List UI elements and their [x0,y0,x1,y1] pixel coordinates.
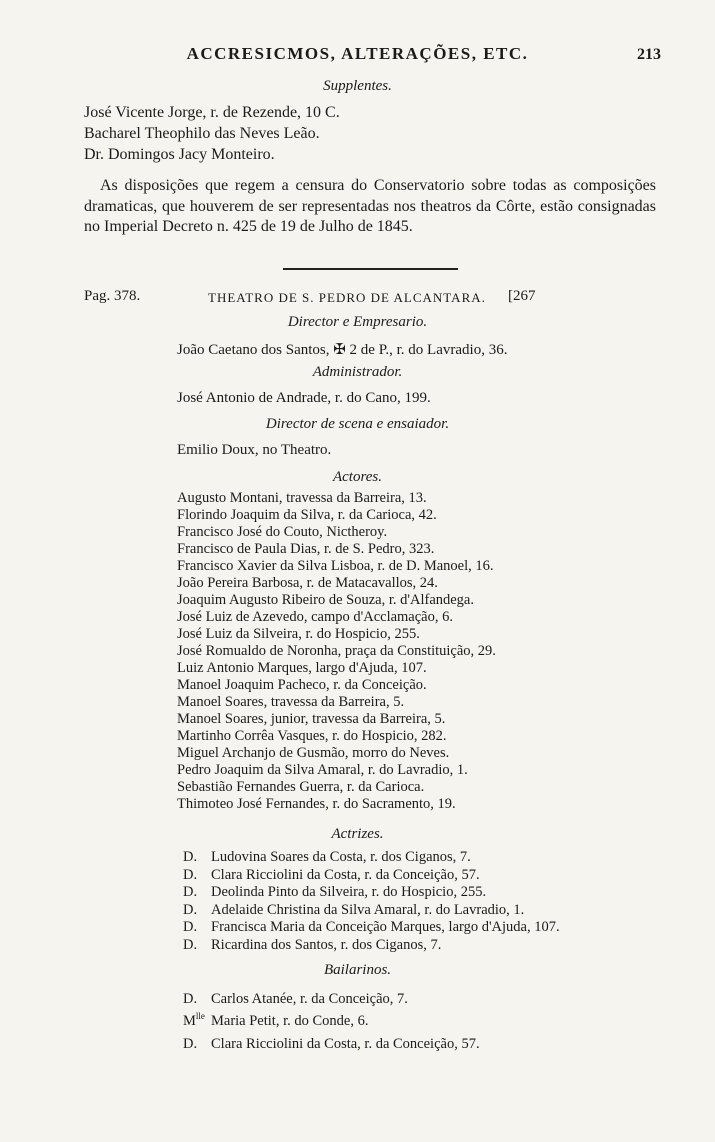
honorific: D. [183,919,198,935]
director-entry: João Caetano dos Santos, ✠ 2 de P., r. do Lavradio, 36. [177,342,508,358]
list-item: José Luiz da Silveira, r. do Hospicio, 255. [177,626,420,642]
actors-list [177,490,496,813]
honorific: D. [183,1035,198,1052]
list-item [183,937,560,955]
list-item [183,902,560,920]
page-number: 213 [637,46,661,63]
entry-text: Carlos Atanée, r. da Conceição, 7. [211,990,408,1007]
entry-text: Clara Ricciolini da Costa, r. da Conceição, 57. [211,1035,480,1052]
page-reference: Pag. 378. [84,288,141,304]
supplente-name: José Vicente Jorge, r. de Rezende, 10 C. [84,104,340,121]
honorific: D. [183,884,198,900]
actors-heading: Actores. [332,469,382,485]
list-item: Francisco de Paula Dias, r. de S. Pedro, 323. [177,541,435,557]
running-header: ACCRESICMOS, ALTERAÇÕES, ETC. [186,44,529,63]
supplente-name: Bacharel Theophilo das Neves Leão. [84,125,320,142]
entry-text: Clara Ricciolini da Costa, r. da Conceição, 57. [211,866,480,883]
list-item: Miguel Archanjo de Gusmão, morro do Neves. [177,745,450,761]
entry-text: Ricardina dos Santos, r. dos Ciganos, 7. [211,936,442,953]
honorific: D. [183,990,198,1007]
administrator-entry: José Antonio de Andrade, r. do Cano, 199. [177,390,431,406]
scene-director-heading: Director de scena e ensaiador. [265,416,450,432]
entry-text: Francisca Maria da Conceição Marques, largo d'Ajuda, 107. [211,919,560,935]
actresses-list [183,849,560,954]
list-item [183,919,560,937]
list-item: Manoel Joaquim Pacheco, r. da Conceição. [177,677,427,693]
section-divider [283,268,458,270]
decree-paragraph: As disposições que regem a censura do Conservatorio sobre todas as composições dramaticas, que houverem de ser representadas nos theatros da Côrte, estão consignadas no Imperial Decreto n. 425 de 19 de Julho de 1845. [84,177,656,235]
list-item: José Luiz de Azevedo, campo d'Acclamação, 6. [177,609,453,625]
list-item: Martinho Corrêa Vasques, r. do Hospicio, 282. [177,728,447,744]
dancers-heading: Bailarinos. [323,962,392,978]
list-item: Francisco José do Couto, Nictheroy. [177,524,388,540]
list-item: Luiz Antonio Marques, largo d'Ajuda, 107. [177,660,427,676]
theatre-title: THEATRO DE S. PEDRO DE ALCANTARA. [208,290,486,305]
supplente-name: Dr. Domingos Jacy Monteiro. [84,146,275,163]
list-item [183,1031,480,1053]
entry-text: Adelaide Christina da Silva Amaral, r. do Lavradio, 1. [211,901,525,918]
reference-number: [267 [508,288,536,304]
list-item [183,867,560,885]
list-item: Joaquim Augusto Ribeiro de Souza, r. d'Alfandega. [177,592,474,608]
honorific: D. [183,866,198,883]
scene-director-entry: Emilio Doux, no Theatro. [177,442,332,458]
list-item: Pedro Joaquim da Silva Amaral, r. do Lavradio, 1. [177,762,468,778]
supplentes-heading: Supplentes. [323,78,392,94]
list-item: Augusto Montani, travessa da Barreira, 13. [177,490,427,506]
dancers-list [183,986,480,1053]
director-heading: Director e Empresario. [287,314,428,330]
list-item: Thimoteo José Fernandes, r. do Sacramento, 19. [177,796,456,812]
honorific: D. [183,901,198,918]
entry-text: Ludovina Soares da Costa, r. dos Ciganos, 7. [211,849,471,865]
list-item: Manoel Soares, travessa da Barreira, 5. [177,694,405,710]
administrator-heading: Administrador. [312,364,403,380]
entry-text: Deolinda Pinto da Silveira, r. do Hospicio, 255. [211,884,487,900]
entry-text: Maria Petit, r. do Conde, 6. [211,1013,369,1030]
honorific: D. [183,849,198,865]
list-item [183,1008,480,1030]
list-item: Sebastião Fernandes Guerra, r. da Carioca. [177,779,425,795]
list-item: José Romualdo de Noronha, praça da Constituição, 29. [177,643,496,659]
list-item: Florindo Joaquim da Silva, r. da Carioca, 42. [177,507,437,523]
list-item: João Pereira Barbosa, r. de Matacavallos, 24. [177,575,438,591]
honorific: $M^{lle}$ [183,1011,205,1030]
list-item [183,849,560,867]
honorific: D. [183,936,198,953]
actresses-heading: Actrizes. [331,826,384,842]
list-item [183,884,560,902]
list-item [183,986,480,1008]
list-item: Francisco Xavier da Silva Lisboa, r. de D. Manoel, 16. [177,558,494,574]
list-item: Manoel Soares, junior, travessa da Barreira, 5. [177,711,446,727]
